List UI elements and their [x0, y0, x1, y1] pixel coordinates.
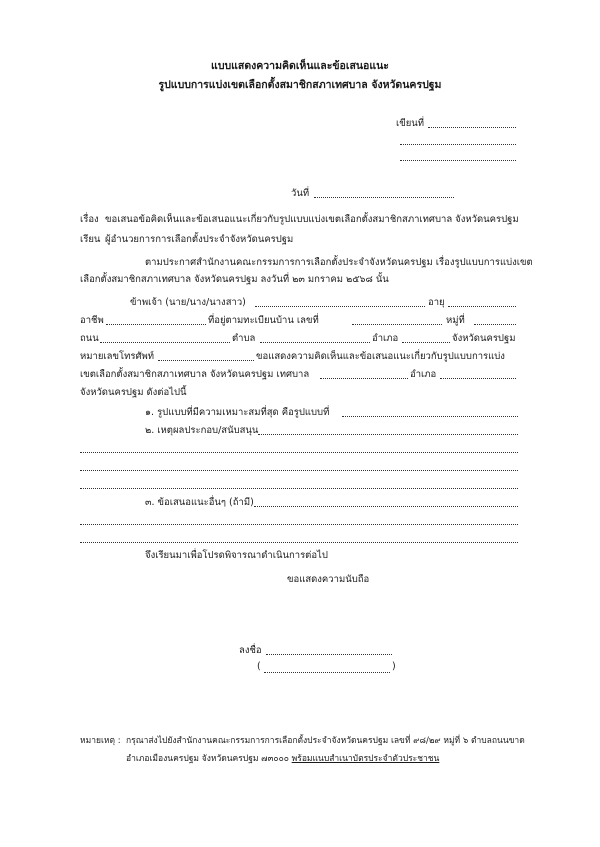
signature-field[interactable] [266, 654, 392, 655]
written-at-field-line2[interactable] [400, 144, 516, 145]
subdistrict-field[interactable] [260, 342, 370, 343]
opinion-line-2: เขตเลือกตั้งสมาชิกสภาเทศบาล จังหวัดนครปฐม เทศบาล [80, 369, 310, 380]
footnote-line-1: กรุณาส่งไปยังสำนักงานคณะกรรมการการเลือกตั้งประจำจังหวัดนครปฐม เลขที่ ๙๘/๒๙ หมู่ที่ ๖ ตำบลถนนขาด [126, 736, 525, 746]
date-label: วันที่ [291, 188, 310, 199]
amphoe-label: อำเภอ [410, 369, 437, 380]
item-3-field[interactable] [254, 506, 518, 507]
sign-label: ลงชื่อ [239, 645, 262, 656]
subject-text: ขอเสนอข้อคิดเห็นและข้อเสนอแนะเกี่ยวกับรูปแบบแบ่งเขตเลือกตั้งสมาชิกสภาเทศบาล จังหวัดนครปฐม [105, 214, 519, 225]
road-field[interactable] [100, 342, 230, 343]
road-label: ถนน [80, 333, 99, 344]
footnote-attachment-note: พร้อมแนบสำเนาบัตรประจำตัวประชาชน [291, 754, 440, 764]
municipality-field[interactable] [320, 378, 408, 379]
amphoe-field[interactable] [440, 378, 516, 379]
occupation-label: อาชีพ [80, 315, 104, 326]
printed-name-field[interactable] [264, 672, 390, 673]
item-3-line-3[interactable] [80, 542, 518, 543]
footnote-address-end: อำเภอเมืองนครปฐม จังหวัดนครปฐม ๗๓๐๐๐ [126, 754, 289, 764]
date-field[interactable] [314, 197, 454, 198]
paren-close: ) [392, 661, 396, 672]
house-number-field[interactable] [352, 324, 442, 325]
item-3-label: ๓. ข้อเสนอแนะอื่นๆ (ถ้ามี) [145, 497, 254, 508]
name-field[interactable] [255, 306, 425, 307]
province-label: จังหวัดนครปฐม [452, 333, 516, 344]
moo-field[interactable] [474, 324, 516, 325]
moo-label: หมู่ที่ [446, 315, 465, 326]
closing-respect: ขอแสดงความนับถือ [287, 574, 370, 585]
intro-line-1: ตามประกาศสำนักงานคณะกรรมการการเลือกตั้งประจำจังหวัดนครปฐม เรื่องรูปแบบการแบ่งเขต [145, 257, 533, 268]
subdistrict-label: ตำบล [232, 333, 256, 344]
self-label: ข้าพเจ้า (นาย/นาง/นางสาว) [130, 297, 246, 308]
age-field[interactable] [448, 306, 516, 307]
subject-label: เรื่อง [80, 214, 99, 225]
district-label: อำเภอ [372, 333, 399, 344]
item-2-label: ๒. เหตุผลประกอบ/สนับสนุน [145, 425, 259, 436]
item-2-line-3[interactable] [80, 470, 518, 471]
closing-request: จึงเรียนมาเพื่อโปรดพิจารณาดำเนินการต่อไป [145, 550, 328, 561]
footnote-line-2 [126, 751, 439, 765]
address-label: ที่อยู่ตามทะเบียนบ้าน เลขที่ [208, 315, 319, 326]
opinion-line-3: จังหวัดนครปฐม ดังต่อไปนี้ [80, 387, 187, 398]
age-label: อายุ [428, 297, 445, 308]
phone-label: หมายเลขโทรศัพท์ [80, 351, 155, 362]
occupation-field[interactable] [106, 324, 206, 325]
item-1-label: ๑. รูปแบบที่มีความเหมาะสมที่สุด คือรูปแบบที่ [145, 407, 330, 418]
item-2-line-4[interactable] [80, 488, 518, 489]
district-field[interactable] [402, 342, 450, 343]
written-at-field-line3[interactable] [400, 160, 516, 161]
page-subtitle: รูปแบบการแบ่งเขตเลือกตั้งสมาชิกสภาเทศบาล จังหวัดนครปฐม [158, 79, 442, 91]
written-at-field[interactable] [428, 127, 516, 128]
footnote-label: หมายเหตุ : [80, 736, 121, 746]
recipient-text: ผู้อำนวยการการเลือกตั้งประจำจังหวัดนครปฐม [105, 234, 294, 245]
opinion-lead: ขอแสดงความคิดเห็นและข้อเสนอแนะเกี่ยวกับรูปแบบการแบ่ง [256, 351, 505, 362]
page-title: แบบแสดงความคิดเห็นและข้อเสนอแนะ [211, 60, 389, 72]
item-2-line-2[interactable] [80, 452, 518, 453]
written-at-label: เขียนที่ [396, 118, 425, 129]
recipient-label: เรียน [80, 234, 101, 245]
item-2-field[interactable] [258, 434, 518, 435]
intro-line-2: เลือกตั้งสมาชิกสภาเทศบาล จังหวัดนครปฐม ลงวันที่ ๒๓ มกราคม ๒๕๖๘ นั้น [80, 274, 389, 285]
item-1-field[interactable] [342, 416, 518, 417]
phone-field[interactable] [158, 360, 254, 361]
paren-open: ( [257, 661, 261, 672]
item-3-line-2[interactable] [80, 524, 518, 525]
